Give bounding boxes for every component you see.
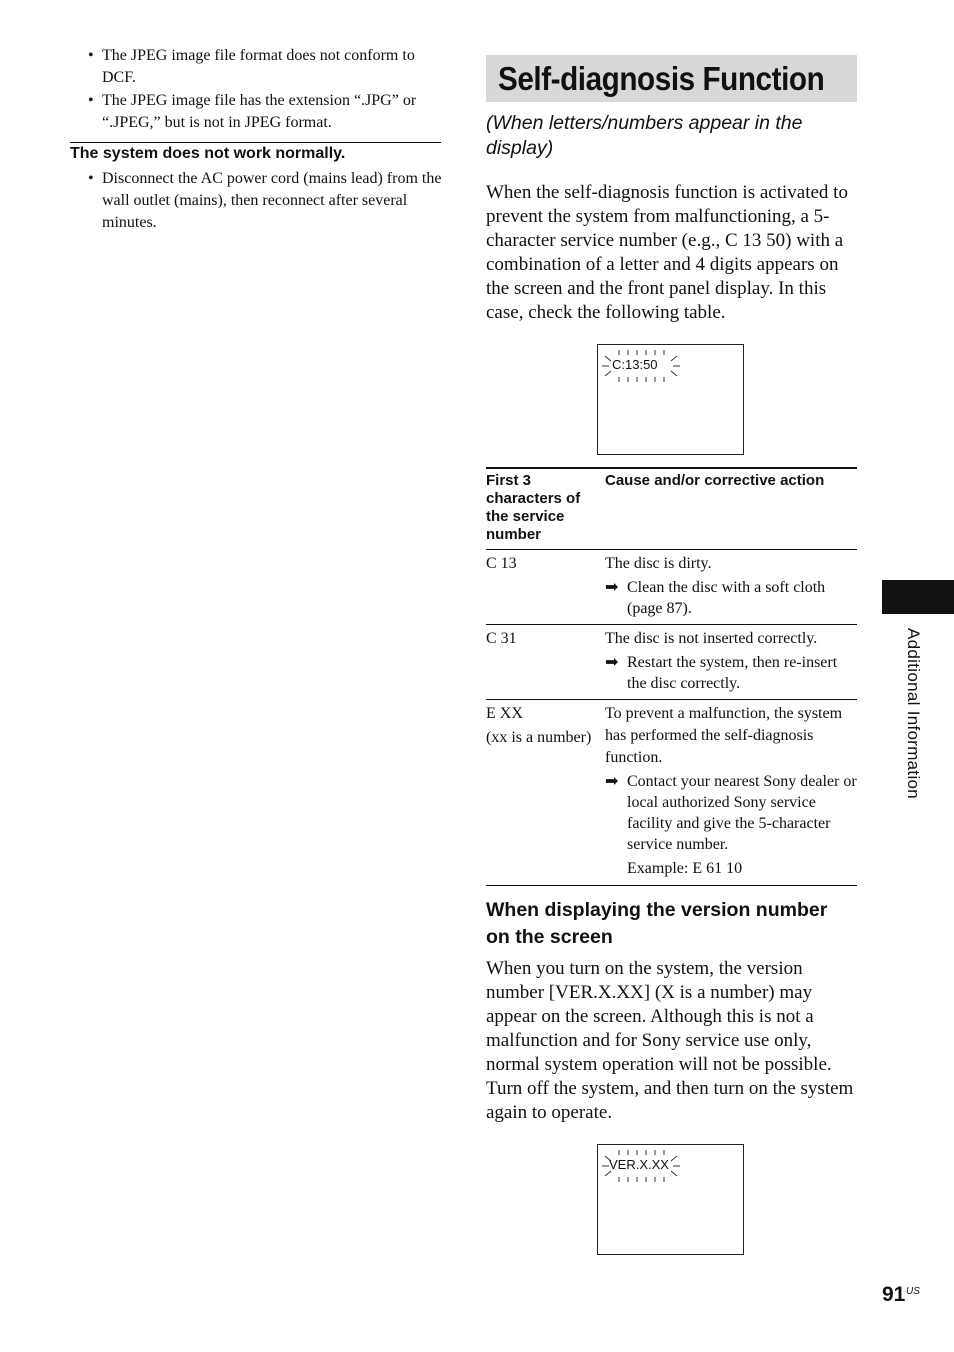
left-bullet-list-top: [70, 45, 442, 135]
cause-text: The disc is dirty.: [605, 555, 712, 572]
service-code: E XX: [486, 705, 523, 722]
arrow-icon: ➡: [605, 654, 619, 671]
display-illustration: [597, 1144, 744, 1255]
list-item: • Disconnect the AC power cord (mains lead) from the wall outlet (mains), then reconnect after several minutes.: [88, 170, 442, 231]
column-header: First 3 characters of the service number: [486, 472, 581, 543]
arrow-icon: ➡: [605, 773, 619, 790]
table-header: [486, 469, 857, 550]
display-code: VER.X.XX: [609, 1157, 669, 1172]
display-illustration: [597, 344, 744, 455]
cause-text: To prevent a malfunction, the system has performed the self-diagnosis function.: [605, 705, 843, 766]
trouble-heading: The system does not work normally.: [70, 145, 346, 162]
bullet-icon: •: [88, 92, 94, 109]
page-suffix: US: [906, 1286, 920, 1297]
cause-text: The disc is not inserted correctly.: [605, 630, 818, 647]
service-code: C 31: [486, 630, 517, 647]
bullet-icon: •: [88, 170, 94, 187]
action-text: Clean the disc with a soft cloth (page 87).: [627, 579, 826, 617]
left-bullet-list-bottom: [70, 168, 442, 234]
version-heading: When displaying the version number on the screen: [486, 899, 828, 948]
list-item: • The JPEG image file format does not conform to DCF.: [88, 47, 415, 86]
action-text: Restart the system, then re-insert the disc correctly.: [627, 654, 838, 692]
divider: [70, 142, 441, 143]
service-number-table: [486, 467, 857, 886]
bullet-icon: •: [88, 47, 94, 64]
intro-paragraph: When the self-diagnosis function is activated to prevent the system from malfunctioning, a 5-character service number (e.g., C 13 50) with a combination of a letter and 4 digits appears on the screen and the front panel display. In this case, check the following table.: [486, 182, 848, 323]
table-row: [486, 550, 857, 625]
table-row: [486, 625, 857, 700]
section-tab: [882, 580, 954, 614]
side-label: Additional Information: [904, 628, 923, 800]
version-paragraph: When you turn on the system, the version number [VER.X.XX] (X is a number) may appear on the screen. Although this is not a malfunction and for Sony service use only, normal system operation will not be possible. Turn off the system, and then turn on the system again to operate.: [486, 958, 854, 1123]
subheading: (When letters/numbers appear in the display): [486, 112, 803, 159]
table-row: [486, 700, 857, 885]
list-item: • The JPEG image file has the extension “.JPG” or “.JPEG,” but is not in JPEG format.: [88, 92, 417, 131]
page-title: Self-diagnosis Function: [498, 60, 825, 97]
column-header: Cause and/or corrective action: [605, 472, 825, 489]
action-text: Contact your nearest Sony dealer or local authorized Sony service facility and give the 5-character service number.: [627, 773, 857, 853]
service-code-note: (xx is a number): [486, 729, 592, 746]
display-code: C:13:50: [612, 357, 658, 372]
arrow-icon: ➡: [605, 579, 619, 596]
service-code: C 13: [486, 555, 517, 572]
page-number: 91: [882, 1283, 906, 1306]
example-text: Example: E 61 10: [627, 860, 743, 877]
